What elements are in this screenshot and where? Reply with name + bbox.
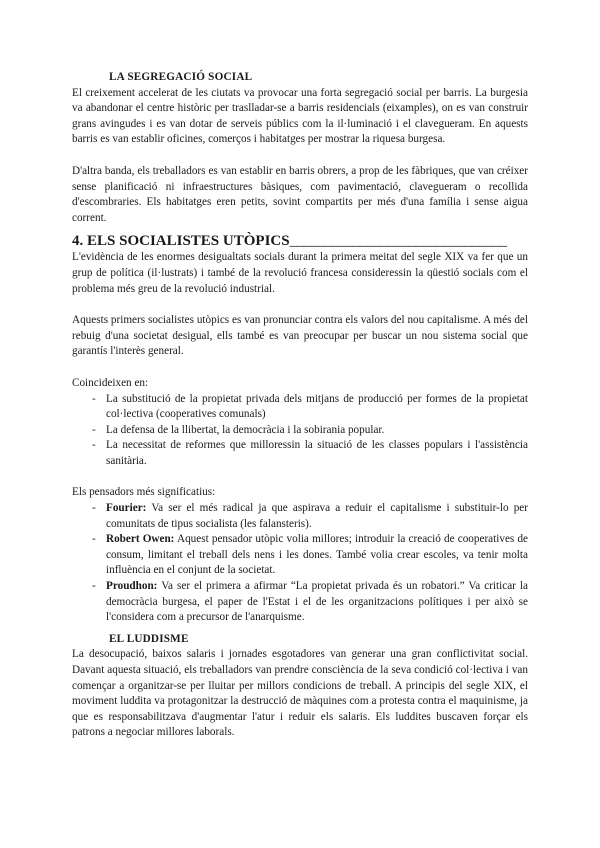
list-item-owen: - Robert Owen: Aquest pensador utòpic volia millores; introduir la creació de cooperatives de consum, limitant el treball dels nens i les dones. També volia crear escoles, va tenir molta influència en el conjunt de la societat. [92,533,529,577]
pensadors-list [72,501,528,626]
socialistes-paragraph-1: L'evidència de les enormes desigualtats socials durant la primera meitat del segle XIX va fer que un grup de política (il·lustrats) i també de la revolució francesa consideressin la qüestió socials com el problema més greu de la revolució industrial. [72,251,528,295]
luddisme-paragraph: La desocupació, baixos salaris i jornades esgotadores van generar una gran conflictivitat social. Davant aquesta situació, els treballadors van prendre consciència de la seva condició col·lectiva i van començar a organitzar-se per lluitar per millors condicions de treball. A principis del segle XIX, el moviment luddita va protagonitzar la destrucció de màquines com a protesta contra el maquinisme, ja que es responsabilitzava d'augmentar l'atur i reduir els salaris. Els luddites buscaven forçar els patrons a negociar millores laborals. [72,648,528,739]
segregacio-paragraph-1: El creixement accelerat de les ciutats va provocar una forta segregació social per barris. La burgesia va abandonar el centre històric per traslladar-se a barris residencials (eixamples), on es van construir grans avingudes i es van dotar de serveis públics com la il·luminació i el clavegueram. En aquests barris es van establir oficines, comerços i habitatges per mostrar la riquesa burgesa. [72,86,528,146]
pensador-description: Va ser el més radical ja que aspirava a reduir el capitalisme i substituir-lo per comunitats de tipus socialista (les falansteris). [106,502,528,530]
pensador-description: Va ser el primera a afirmar “La propietat privada és un robatori.” Va criticar la democràcia burgesa, el paper de l'Estat i el de les organitzacions polítiques i per això se l'considera com a precursor de l'anarquisme. [106,580,528,624]
pensadors-label: Els pensadors més significatius: [72,486,216,499]
socialistes-paragraph-2: Aquests primers socialistes utòpics es van pronunciar contra els valors del nou capitalisme. A més del rebuig d'una societat desigual, ells també es van preocupar per buscar un nou sistema social que garantís l'interès general. [72,314,528,358]
pensador-description: Aquest pensador utòpic volia millores; introduir la creació de cooperatives de consum, limitant el treball dels nens i les dones. També volia crear escoles, va tenir molta influència en el conjunt de la societat. [106,533,529,577]
list-item-proudhon: - Proudhon: Va ser el primera a afirmar “La propietat privada és un robatori.” Va criticar la democràcia burgesa, el paper de l'Estat i el de les organitzacions polítiques i per això se l'considera com a precursor de l'anarquisme. [92,580,528,624]
pensador-name: Robert Owen: [106,533,175,546]
luddisme-heading: EL LUDDISME [109,632,189,645]
list-item: - La defensa de la llibertat, la democràcia i la sobirania popular. [92,423,385,436]
section-title-rule: _______________________________ [289,233,507,250]
coincideixen-list [72,392,528,470]
list-item-fourier: - Fourier: Va ser el més radical ja que aspirava a reduir el capitalisme i substituir-lo per comunitats de tipus socialista (les falansteris). [92,502,528,530]
page-content [72,70,528,741]
segregacio-paragraph-2: D'altra banda, els treballadors es van establir en barris obrers, a prop de les fàbriques, que van créixer sense planificació ni infraestructures bàsiques, com pavimentació, clavegueram o recollida d'escombraries. Els habitatges eren petits, sovint compartits per més d'una família i sense aigua corrent. [72,164,528,224]
list-item: - La necessitat de reformes que milloressin la situació de les classes populars i l'assistència sanitària. [92,439,528,467]
pensador-name: Fourier: [106,502,147,515]
coincideixen-label: Coincideixen en: [72,376,149,389]
section-title-socialistes [72,232,528,250]
list-item: - La substitució de la propietat privada dels mitjans de producció per formes de la propietat col·lectiva (cooperatives comunals) [92,392,528,421]
pensador-name: Proudhon: [106,580,158,593]
segregacio-heading: LA SEGREGACIÓ SOCIAL [109,71,253,83]
section-title-text: 4. ELS SOCIALISTES UTÒPICS [72,233,290,250]
